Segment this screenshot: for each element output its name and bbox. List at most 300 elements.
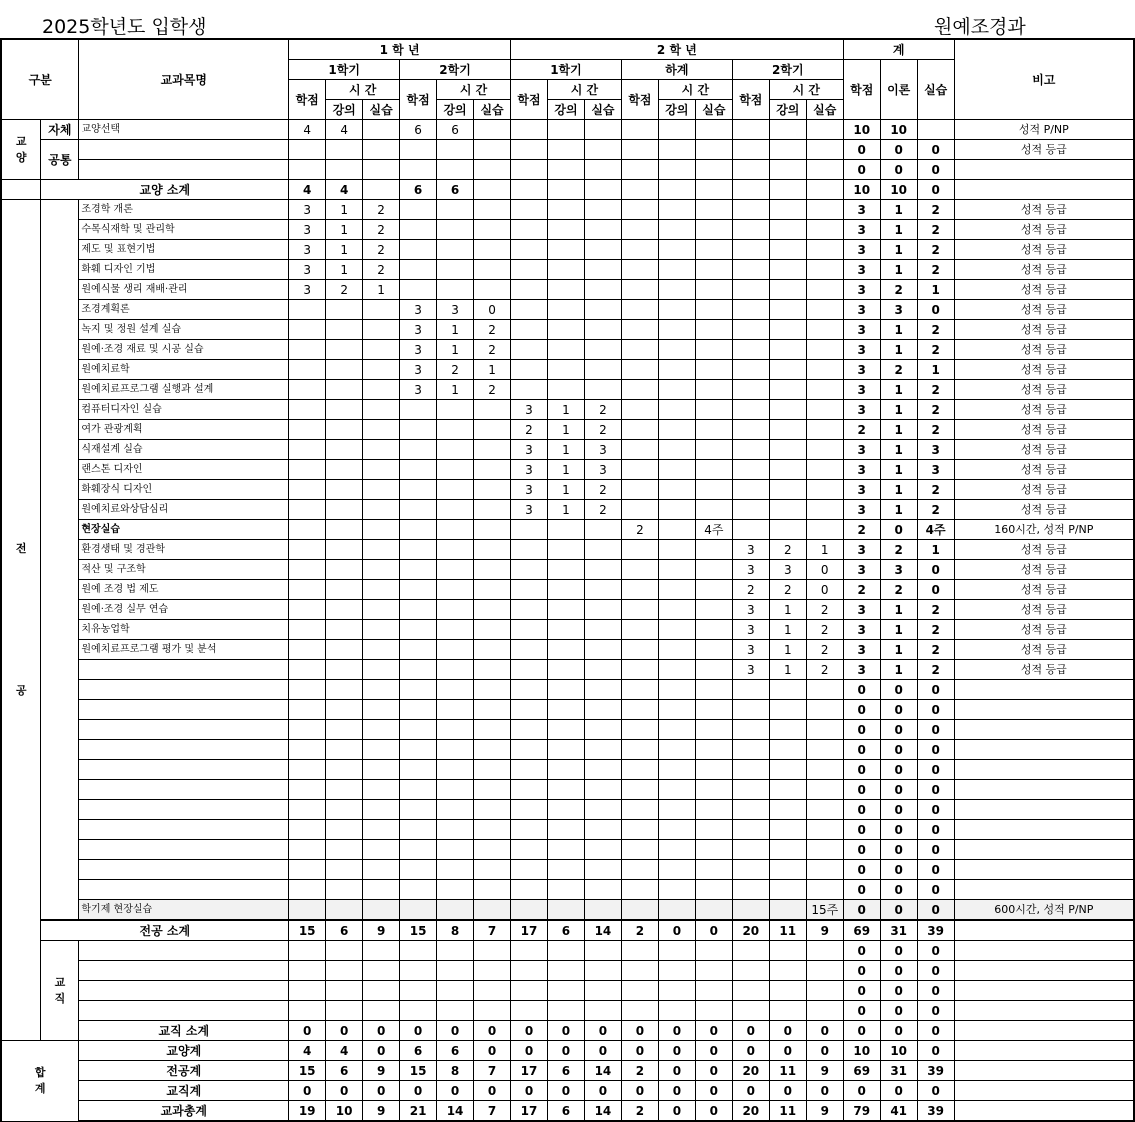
credit-cell <box>400 660 437 680</box>
total-cell: 1 <box>880 260 917 280</box>
course-name: 수목식재학 및 관리학 <box>79 220 289 240</box>
credit-cell <box>547 780 584 800</box>
credit-cell <box>511 380 548 400</box>
remark-cell <box>954 961 1134 981</box>
credit-cell: 0 <box>806 1081 843 1101</box>
credit-cell <box>511 200 548 220</box>
credit-cell <box>584 1001 621 1021</box>
credit-cell: 3 <box>511 440 548 460</box>
credit-cell <box>437 820 474 840</box>
remark-cell <box>954 700 1134 720</box>
total-cell: 0 <box>843 140 880 160</box>
credit-cell: 0 <box>769 1041 806 1061</box>
remark-cell: 성적 등급 <box>954 300 1134 320</box>
total-cell: 2 <box>917 260 954 280</box>
credit-cell <box>400 840 437 860</box>
total-cell: 3 <box>843 460 880 480</box>
credit-cell <box>806 340 843 360</box>
credit-cell <box>437 220 474 240</box>
credit-cell <box>695 740 732 760</box>
credit-cell <box>732 880 769 900</box>
credit-cell: 4 <box>289 120 326 140</box>
course-name: 컴퓨터디자인 실습 <box>79 400 289 420</box>
credit-cell <box>584 860 621 880</box>
credit-cell <box>363 380 400 400</box>
credit-cell <box>547 560 584 580</box>
total-cell: 0 <box>843 820 880 840</box>
credit-cell <box>511 981 548 1001</box>
remark-cell: 성적 등급 <box>954 600 1134 620</box>
credit-cell <box>289 160 326 180</box>
credit-cell <box>732 840 769 860</box>
total-cell: 0 <box>843 941 880 961</box>
course-name <box>79 860 289 880</box>
credit-cell: 15 <box>289 920 326 941</box>
header-total-theory: 이론 <box>880 60 917 120</box>
course-name: 원예치료와상담심리 <box>79 500 289 520</box>
major-row <box>1 800 1134 820</box>
credit-cell <box>400 941 437 961</box>
remark-cell: 성적 등급 <box>954 420 1134 440</box>
credit-cell <box>621 680 658 700</box>
credit-cell <box>732 380 769 400</box>
credit-cell <box>658 600 695 620</box>
credit-cell: 3 <box>732 600 769 620</box>
credit-cell <box>289 640 326 660</box>
credit-cell <box>658 740 695 760</box>
credit-cell <box>474 800 511 820</box>
total-cell: 1 <box>880 200 917 220</box>
course-name: 조경학 개론 <box>79 200 289 220</box>
credit-cell: 0 <box>326 1081 363 1101</box>
credit-cell: 17 <box>511 920 548 941</box>
credit-cell: 0 <box>658 1021 695 1041</box>
major-row <box>1 260 1134 280</box>
total-cell: 3 <box>843 500 880 520</box>
credit-cell: 14 <box>584 1061 621 1081</box>
credit-cell <box>400 440 437 460</box>
major-row <box>1 880 1134 900</box>
credit-cell <box>732 680 769 700</box>
credit-cell: 3 <box>732 560 769 580</box>
total-cell: 0 <box>917 780 954 800</box>
credit-cell: 8 <box>437 1061 474 1081</box>
credit-cell <box>621 640 658 660</box>
credit-cell <box>769 420 806 440</box>
credit-cell <box>400 800 437 820</box>
credit-cell <box>437 140 474 160</box>
credit-cell: 3 <box>289 240 326 260</box>
credit-cell <box>474 220 511 240</box>
credit-cell: 0 <box>695 920 732 941</box>
credit-cell <box>437 240 474 260</box>
credit-cell <box>437 720 474 740</box>
credit-cell <box>806 460 843 480</box>
header-lecture: 강의 <box>547 100 584 120</box>
credit-cell <box>400 780 437 800</box>
credit-cell <box>806 160 843 180</box>
credit-cell <box>806 760 843 780</box>
credit-cell <box>547 580 584 600</box>
credit-cell: 2 <box>474 320 511 340</box>
course-name: 치유농업학 <box>79 620 289 640</box>
credit-cell: 3 <box>732 540 769 560</box>
credit-cell <box>732 900 769 921</box>
credit-cell: 3 <box>511 500 548 520</box>
credit-cell <box>547 880 584 900</box>
credit-cell <box>621 720 658 740</box>
credit-cell <box>326 560 363 580</box>
credit-cell: 0 <box>474 300 511 320</box>
credit-cell <box>806 380 843 400</box>
credit-cell: 2 <box>511 420 548 440</box>
total-cell: 1 <box>880 640 917 660</box>
credit-cell <box>769 760 806 780</box>
course-name: 적산 및 구조학 <box>79 560 289 580</box>
credit-cell: 14 <box>584 1101 621 1122</box>
credit-cell: 2 <box>621 920 658 941</box>
header-total: 계 <box>843 39 954 60</box>
credit-cell <box>400 420 437 440</box>
credit-cell <box>584 981 621 1001</box>
total-cell: 2 <box>843 520 880 540</box>
header-y2-sem1: 1학기 <box>511 60 622 80</box>
remark-cell <box>954 180 1134 200</box>
credit-cell <box>732 480 769 500</box>
credit-cell <box>437 520 474 540</box>
credit-cell: 1 <box>437 320 474 340</box>
credit-cell <box>806 780 843 800</box>
credit-cell <box>658 800 695 820</box>
remark-cell: 성적 등급 <box>954 280 1134 300</box>
course-name <box>79 880 289 900</box>
sum-label: 교과총계 <box>79 1101 289 1122</box>
credit-cell <box>806 320 843 340</box>
header-year1: 1 학 년 <box>289 39 511 60</box>
total-cell: 3 <box>843 280 880 300</box>
credit-cell <box>363 400 400 420</box>
remark-cell <box>954 880 1134 900</box>
major-row <box>1 400 1134 420</box>
credit-cell <box>584 600 621 620</box>
credit-cell <box>658 780 695 800</box>
credit-cell <box>621 420 658 440</box>
credit-cell: 17 <box>511 1061 548 1081</box>
course-name: 제도 및 표현기법 <box>79 240 289 260</box>
credit-cell <box>732 280 769 300</box>
credit-cell <box>511 220 548 240</box>
total-cell: 1 <box>880 660 917 680</box>
credit-cell: 2 <box>806 620 843 640</box>
credit-cell <box>806 520 843 540</box>
total-cell: 0 <box>880 800 917 820</box>
total-cell: 0 <box>917 140 954 160</box>
credit-cell <box>400 620 437 640</box>
major-row <box>1 680 1134 700</box>
remark-cell: 성적 등급 <box>954 320 1134 340</box>
credit-cell: 2 <box>363 220 400 240</box>
credit-cell <box>806 961 843 981</box>
total-cell: 0 <box>880 1001 917 1021</box>
credit-cell <box>621 981 658 1001</box>
total-cell: 0 <box>917 680 954 700</box>
course-name: 환경생태 및 경관학 <box>79 540 289 560</box>
header-total-practice: 실습 <box>917 60 954 120</box>
credit-cell <box>326 900 363 921</box>
course-name: 학기제 현장실습 <box>79 900 289 921</box>
credit-cell <box>326 400 363 420</box>
credit-cell: 1 <box>326 260 363 280</box>
credit-cell <box>363 620 400 640</box>
credit-cell <box>547 340 584 360</box>
credit-cell: 4 <box>326 180 363 200</box>
credit-cell <box>400 160 437 180</box>
credit-cell: 0 <box>769 1081 806 1101</box>
credit-cell <box>400 720 437 740</box>
credit-cell <box>621 180 658 200</box>
header-y2-summer: 하계 <box>621 60 732 80</box>
credit-cell <box>400 700 437 720</box>
subtotal-label: 전공 소계 <box>41 920 289 941</box>
teaching-subtotal-row <box>1 1021 1134 1041</box>
credit-cell <box>326 140 363 160</box>
credit-cell: 0 <box>769 1021 806 1041</box>
credit-cell <box>806 981 843 1001</box>
course-name <box>79 760 289 780</box>
credit-cell: 1 <box>326 240 363 260</box>
major-row <box>1 620 1134 640</box>
credit-cell: 0 <box>547 1041 584 1061</box>
credit-cell <box>806 720 843 740</box>
credit-cell <box>732 740 769 760</box>
credit-cell <box>437 580 474 600</box>
credit-cell <box>547 240 584 260</box>
course-name <box>79 140 289 160</box>
credit-cell <box>437 160 474 180</box>
teaching-group <box>41 941 79 1041</box>
remark-cell: 성적 등급 <box>954 340 1134 360</box>
course-name <box>79 840 289 860</box>
credit-cell: 1 <box>363 280 400 300</box>
general-row <box>1 160 1134 180</box>
credit-cell: 2 <box>732 580 769 600</box>
credit-cell: 3 <box>289 260 326 280</box>
total-cell: 3 <box>843 540 880 560</box>
credit-cell <box>732 320 769 340</box>
credit-cell: 3 <box>584 440 621 460</box>
remark-cell: 성적 등급 <box>954 580 1134 600</box>
credit-cell: 2 <box>584 400 621 420</box>
department-title: 원예조경과 <box>934 16 1026 38</box>
credit-cell <box>547 140 584 160</box>
credit-cell: 4 <box>289 180 326 200</box>
credit-cell <box>547 620 584 640</box>
credit-cell <box>695 400 732 420</box>
credit-cell <box>437 740 474 760</box>
credit-cell <box>474 260 511 280</box>
header-practice: 실습 <box>363 100 400 120</box>
credit-cell <box>584 820 621 840</box>
total-cell: 39 <box>917 1101 954 1122</box>
credit-cell <box>437 700 474 720</box>
header-credit: 학점 <box>511 80 548 120</box>
credit-cell <box>695 600 732 620</box>
credit-cell: 6 <box>400 1041 437 1061</box>
credit-cell: 3 <box>437 300 474 320</box>
credit-cell <box>621 220 658 240</box>
teaching-group-char-2: 직 <box>54 991 66 1005</box>
credit-cell <box>621 300 658 320</box>
credit-cell <box>621 560 658 580</box>
credit-cell <box>732 720 769 740</box>
credit-cell: 0 <box>695 1021 732 1041</box>
credit-cell <box>769 740 806 760</box>
major-row <box>1 200 1134 220</box>
remark-cell <box>954 820 1134 840</box>
credit-cell <box>289 320 326 340</box>
credit-cell <box>326 460 363 480</box>
major-row <box>1 540 1134 560</box>
credit-cell <box>732 400 769 420</box>
credit-cell <box>511 640 548 660</box>
total-cell: 2 <box>880 580 917 600</box>
total-cell: 0 <box>880 160 917 180</box>
credit-cell <box>695 440 732 460</box>
credit-cell <box>732 460 769 480</box>
course-name <box>79 780 289 800</box>
credit-cell <box>289 140 326 160</box>
total-cell: 3 <box>843 620 880 640</box>
credit-cell <box>474 400 511 420</box>
credit-cell <box>658 560 695 580</box>
credit-cell <box>547 760 584 780</box>
credit-cell <box>511 760 548 780</box>
total-cell: 0 <box>843 981 880 1001</box>
total-cell: 31 <box>880 920 917 941</box>
credit-cell <box>474 660 511 680</box>
credit-cell: 9 <box>806 1061 843 1081</box>
sum-row <box>1 1041 1134 1061</box>
credit-cell <box>511 800 548 820</box>
credit-cell <box>437 680 474 700</box>
credit-cell <box>769 160 806 180</box>
total-cell: 2 <box>917 400 954 420</box>
credit-cell <box>658 200 695 220</box>
credit-cell <box>621 1001 658 1021</box>
credit-cell: 3 <box>400 380 437 400</box>
credit-cell <box>806 360 843 380</box>
credit-cell <box>695 320 732 340</box>
credit-cell <box>547 380 584 400</box>
credit-cell <box>584 880 621 900</box>
header-credit: 학점 <box>400 80 437 120</box>
total-cell: 0 <box>917 961 954 981</box>
credit-cell <box>621 260 658 280</box>
credit-cell <box>289 660 326 680</box>
credit-cell <box>695 580 732 600</box>
credit-cell <box>695 720 732 740</box>
credit-cell <box>437 560 474 580</box>
credit-cell <box>437 420 474 440</box>
credit-cell <box>621 140 658 160</box>
credit-cell: 0 <box>621 1021 658 1041</box>
credit-cell <box>400 900 437 921</box>
credit-cell <box>732 340 769 360</box>
credit-cell: 11 <box>769 1061 806 1081</box>
credit-cell <box>584 780 621 800</box>
credit-cell <box>732 760 769 780</box>
credit-cell <box>400 981 437 1001</box>
credit-cell <box>695 420 732 440</box>
credit-cell <box>511 720 548 740</box>
total-cell: 0 <box>843 880 880 900</box>
credit-cell <box>695 880 732 900</box>
course-name: 조경계획론 <box>79 300 289 320</box>
credit-cell <box>584 660 621 680</box>
credit-cell <box>695 180 732 200</box>
major-row <box>1 460 1134 480</box>
gyoyang-group-char-2: 양 <box>15 150 27 164</box>
credit-cell: 0 <box>806 560 843 580</box>
course-name <box>79 160 289 180</box>
credit-cell <box>437 260 474 280</box>
jache-label: 자체 <box>41 120 79 140</box>
credit-cell: 0 <box>695 1101 732 1122</box>
credit-cell <box>658 961 695 981</box>
credit-cell <box>695 780 732 800</box>
credit-cell: 4 <box>326 120 363 140</box>
major-row <box>1 720 1134 740</box>
credit-cell: 1 <box>474 360 511 380</box>
total-cell: 3 <box>880 300 917 320</box>
total-cell: 0 <box>917 1081 954 1101</box>
credit-cell <box>547 360 584 380</box>
total-cell: 1 <box>880 460 917 480</box>
total-cell: 0 <box>917 820 954 840</box>
credit-cell <box>732 120 769 140</box>
credit-cell <box>732 160 769 180</box>
credit-cell <box>326 840 363 860</box>
remark-cell <box>954 160 1134 180</box>
major-group <box>1 200 41 1041</box>
credit-cell <box>547 540 584 560</box>
credit-cell <box>363 780 400 800</box>
header-y2-sem2: 2학기 <box>732 60 843 80</box>
credit-cell <box>289 300 326 320</box>
credit-cell <box>474 200 511 220</box>
remark-cell: 성적 등급 <box>954 500 1134 520</box>
credit-cell <box>474 860 511 880</box>
major-row <box>1 440 1134 460</box>
credit-cell <box>584 340 621 360</box>
header-practice: 실습 <box>474 100 511 120</box>
credit-cell: 20 <box>732 920 769 941</box>
credit-cell <box>547 680 584 700</box>
credit-cell: 0 <box>289 1081 326 1101</box>
credit-cell: 2 <box>806 660 843 680</box>
credit-cell <box>769 520 806 540</box>
credit-cell: 4 <box>289 1041 326 1061</box>
credit-cell <box>806 820 843 840</box>
credit-cell <box>695 860 732 880</box>
credit-cell <box>363 440 400 460</box>
credit-cell <box>695 480 732 500</box>
remark-cell: 성적 등급 <box>954 640 1134 660</box>
credit-cell: 15 <box>400 1061 437 1081</box>
credit-cell <box>511 580 548 600</box>
course-name: 원예·조경 재료 및 시공 실습 <box>79 340 289 360</box>
credit-cell: 15주 <box>806 900 843 921</box>
